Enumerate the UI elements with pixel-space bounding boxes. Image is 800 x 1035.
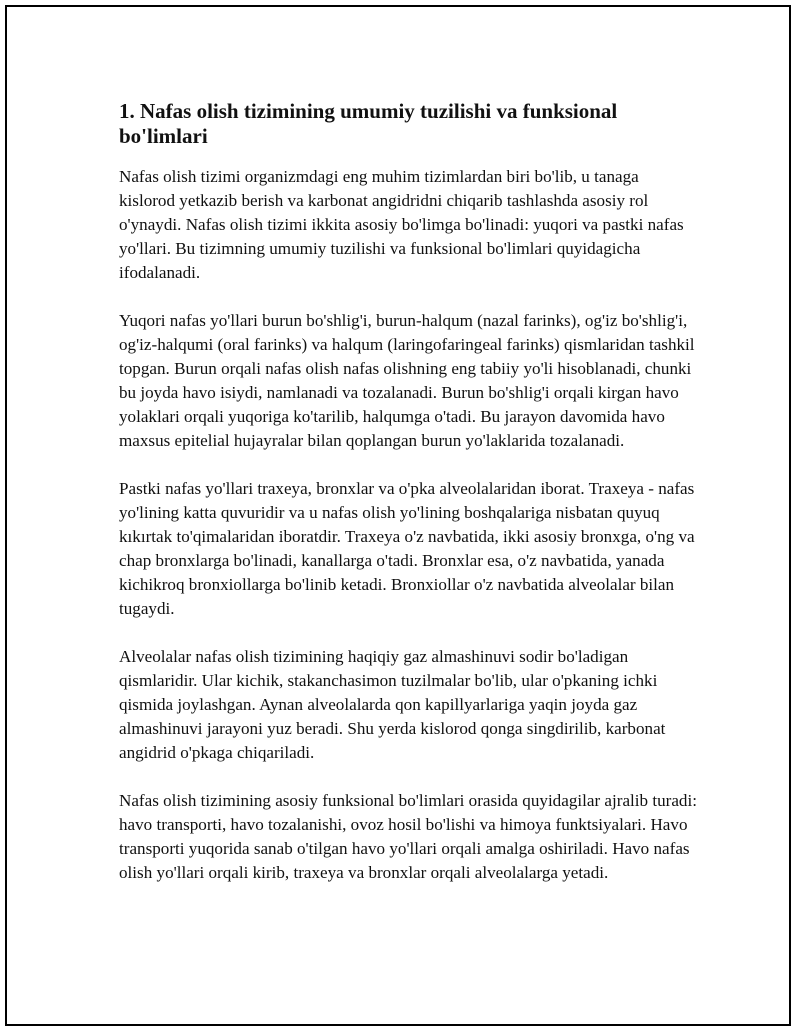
paragraph-intro: Nafas olish tizimi organizmdagi eng muhim tizimlardan biri bo'lib, u tanaga kislorod yetkazib berish va karbonat angidridni chiqarib tashlashda asosiy rol o'ynaydi. Nafas olish tizimi ikkita asosiy bo'limga bo'linadi: yuqori va pastki nafas yo'llari. Bu tizimning umumiy tuzilishi va funksional bo'limlari quyidagicha ifodalanadi.: [119, 167, 684, 282]
paragraph-alveoli: Alveolalar nafas olish tizimining haqiqiy gaz almashinuvi sodir bo'ladigan qismlaridir. Ular kichik, stakanchasimon tuzilmalar bo'lib, ular o'pkaning ichki qismida joylashgan. Aynan alveolalarda qon kapillyarlariga yaqin joyda gaz almashinuvi jarayoni yuz beradi. Shu yerda kislorod qonga singdirilib, karbonat angidrid o'pkaga chiqariladi.: [119, 647, 666, 762]
paragraph-upper-airways: Yuqori nafas yo'llari burun bo'shlig'i, burun-halqum (nazal farinks), og'iz bo'shlig'i, og'iz-halqumi (oral farinks) va halqum (laringofaringeal farinks) qismlaridan tashkil topgan. Burun orqali nafas olish nafas olishning eng tabiiy yo'li hisoblanadi, chunki bu joyda havo isiydi, namlanadi va tozalanadi. Burun bo'shlig'i orqali kirgan havo yolaklari orqali yuqoriga ko'tarilib, halqumga o'tadi. Bu jarayon davomida havo maxsus epitelial hujayralar bilan qoplangan burun yo'laklarida tozalanadi.: [119, 311, 695, 450]
paragraph-lower-airways: Pastki nafas yo'llari traxeya, bronxlar va o'pka alveolalaridan iborat. Traxeya - nafas yo'lining katta quvuridir va u nafas olish yo'lining boshqalariga nisbatan quyuq kıkırtak to'qimalaridan iboratdir. Traxeya o'z navbatida, ikki asosiy bronxga, o'ng va chap bronxlarga bo'linadi, kanallarga o'tadi. Bronxlar esa, o'z navbatida, yanada kichikroq bronxiollarga bo'linib ketadi. Bronxiollar o'z navbatida alveolalar bilan tugaydi.: [119, 479, 695, 618]
section-heading: 1. Nafas olish tizimining umumiy tuzilishi va funksional bo'limlari: [119, 99, 618, 148]
paragraph-functions: Nafas olish tizimining asosiy funksional bo'limlari orasida quyidagilar ajralib turadi: havo transporti, havo tozalanishi, ovoz hosil bo'lishi va himoya funktsiyalari. Havo transporti yuqorida sanab o'tilgan havo yo'llari orqali amalga oshiriladi. Havo nafas olish yo'llari orqali kirib, traxeya va bronxlar orqali alveolalarga yetadi.: [119, 791, 697, 882]
document-page: [5, 5, 791, 1026]
document-content: [119, 99, 699, 909]
